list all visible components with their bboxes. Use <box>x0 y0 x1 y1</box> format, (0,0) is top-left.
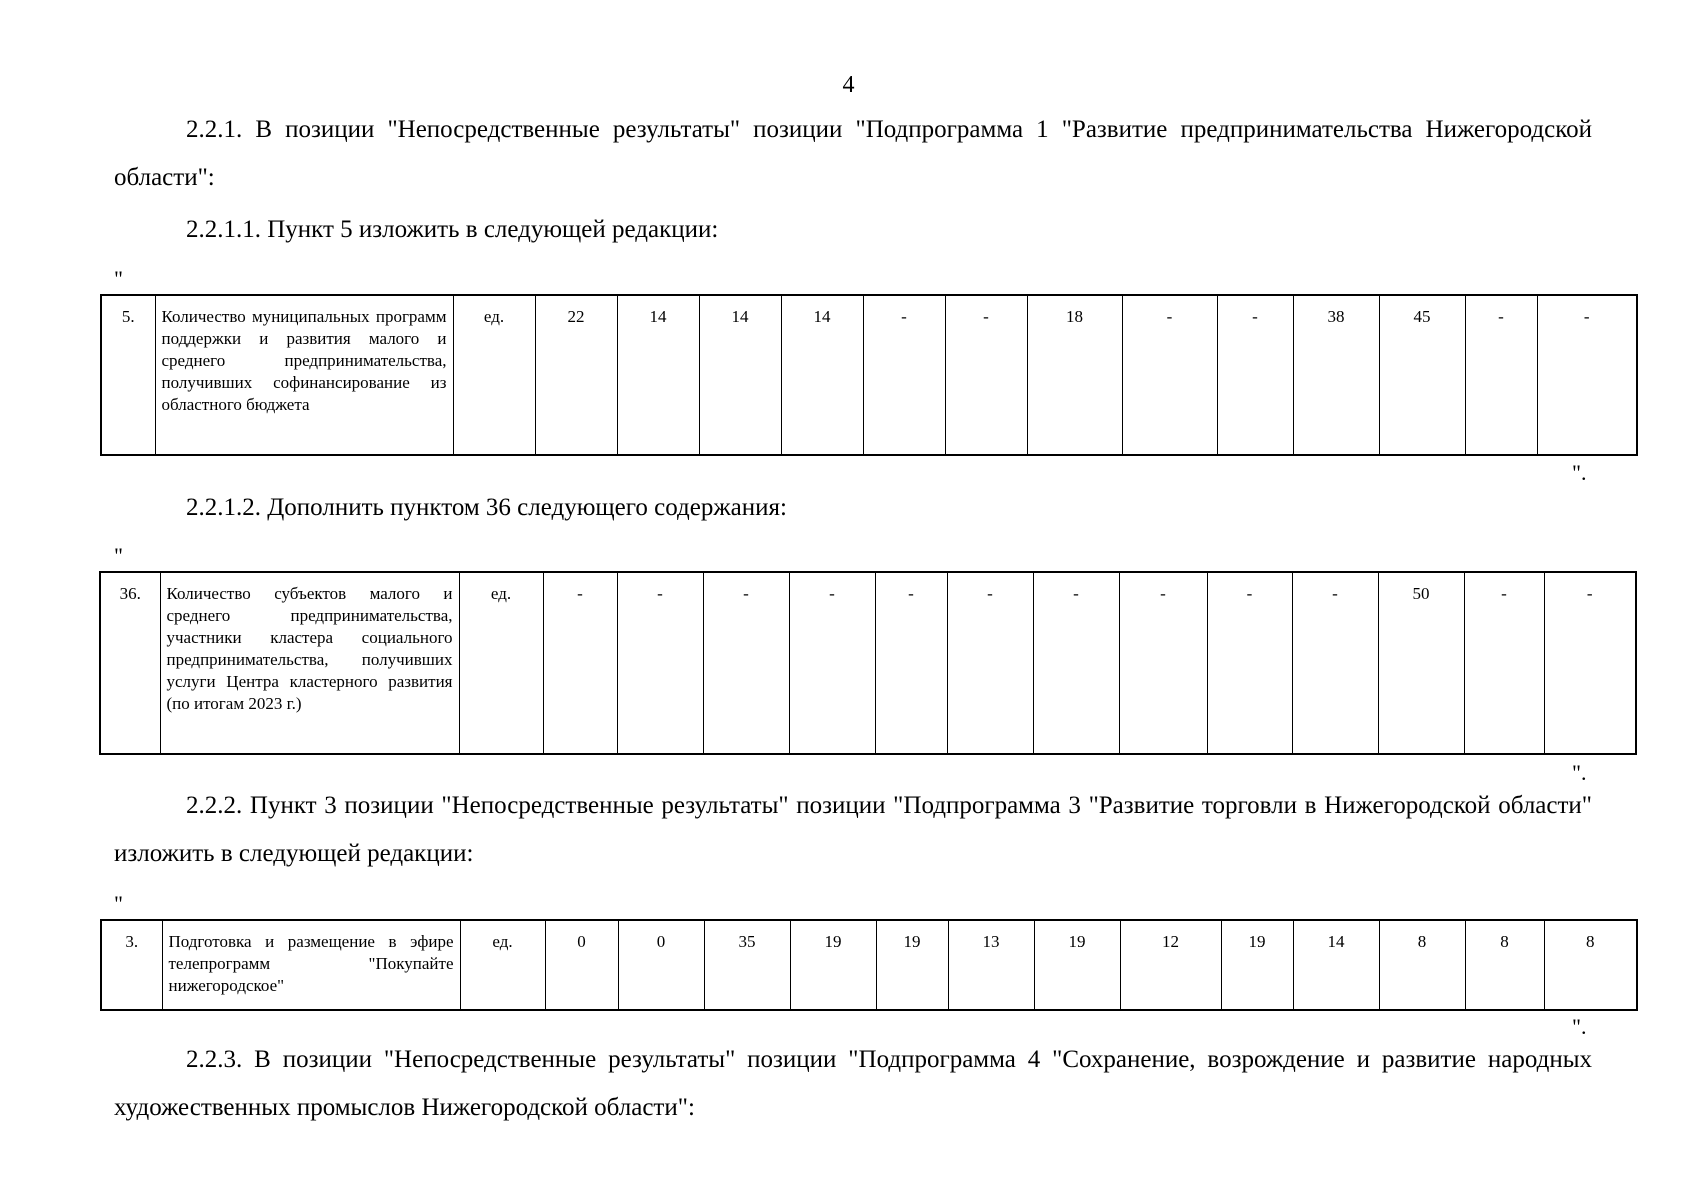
opening-quote: " <box>114 266 123 291</box>
value-cell: 50 <box>1378 572 1464 754</box>
value-cell: - <box>1119 572 1207 754</box>
value-cell: 8 <box>1465 920 1544 1010</box>
value-cell: - <box>789 572 875 754</box>
unit-cell: ед. <box>459 572 543 754</box>
value-cell: - <box>1217 295 1293 455</box>
value-cell: - <box>1122 295 1217 455</box>
value-cell: - <box>1292 572 1378 754</box>
row-number: 3. <box>101 920 162 1010</box>
value-cell: 0 <box>545 920 618 1010</box>
value-cell: 0 <box>618 920 704 1010</box>
closing-quote: ". <box>1572 1014 1587 1039</box>
indicator-name: Количество субъектов малого и среднего предпринимательства, участники кластера социального предпринимательства, получивших услуги Центра кластерного развития (по итогам 2023 г.) <box>160 572 459 754</box>
value-cell: 38 <box>1293 295 1379 455</box>
value-cell: - <box>703 572 789 754</box>
value-cell: 19 <box>1221 920 1293 1010</box>
indicator-name: Подготовка и размещение в эфире телепрограмм "Покупайте нижегородское" <box>162 920 460 1010</box>
value-cell: - <box>1465 295 1537 455</box>
value-cell: 19 <box>876 920 948 1010</box>
results-table-item-3 <box>100 919 1638 1011</box>
value-cell: 19 <box>1034 920 1120 1010</box>
value-cell: 19 <box>790 920 876 1010</box>
value-cell: - <box>1033 572 1119 754</box>
row-number: 5. <box>101 295 155 455</box>
unit-cell: ед. <box>453 295 535 455</box>
paragraph-2-2-1-2: 2.2.1.2. Дополнить пунктом 36 следующего содержания: <box>186 494 787 521</box>
value-cell: 14 <box>617 295 699 455</box>
value-cell: - <box>543 572 617 754</box>
paragraph-2-2-1-1: 2.2.1.1. Пункт 5 изложить в следующей редакции: <box>186 216 719 243</box>
value-cell: - <box>863 295 945 455</box>
value-cell: - <box>947 572 1033 754</box>
value-cell: - <box>617 572 703 754</box>
table-row <box>101 920 1637 1010</box>
value-cell: 22 <box>535 295 617 455</box>
row-number: 36. <box>100 572 160 754</box>
paragraph-2-2-2: 2.2.2. Пункт 3 позиции "Непосредственные результаты" позиции "Подпрограмма 3 "Развитие торговли в Нижегородской области" изложить в следующей редакции: <box>114 792 1592 867</box>
closing-quote: ". <box>1572 460 1587 485</box>
opening-quote: " <box>114 543 123 568</box>
results-table-item-5 <box>100 294 1638 456</box>
table-row <box>101 295 1637 455</box>
value-cell: - <box>1464 572 1544 754</box>
table-row <box>100 572 1636 754</box>
indicator-name: Количество муниципальных программ поддержки и развития малого и среднего предпринимательства, получивших софинансирование из областного бюджета <box>155 295 453 455</box>
opening-quote: " <box>114 891 123 916</box>
unit-cell: ед. <box>460 920 545 1010</box>
value-cell: 35 <box>704 920 790 1010</box>
value-cell: 13 <box>948 920 1034 1010</box>
value-cell: 8 <box>1379 920 1465 1010</box>
value-cell: - <box>945 295 1027 455</box>
value-cell: - <box>1537 295 1637 455</box>
paragraph-2-2-1: 2.2.1. В позиции "Непосредственные результаты" позиции "Подпрограмма 1 "Развитие предпринимательства Нижегородской области": <box>114 116 1592 191</box>
value-cell: - <box>1207 572 1292 754</box>
value-cell: 8 <box>1544 920 1637 1010</box>
value-cell: 14 <box>781 295 863 455</box>
page-number: 4 <box>842 72 855 98</box>
value-cell: 18 <box>1027 295 1122 455</box>
closing-quote: ". <box>1572 760 1587 785</box>
value-cell: 45 <box>1379 295 1465 455</box>
results-table-item-36 <box>99 571 1637 755</box>
value-cell: - <box>875 572 947 754</box>
value-cell: 14 <box>1293 920 1379 1010</box>
value-cell: 14 <box>699 295 781 455</box>
value-cell: - <box>1544 572 1636 754</box>
paragraph-2-2-3: 2.2.3. В позиции "Непосредственные результаты" позиции "Подпрограмма 4 "Сохранение, возрождение и развитие народных художественных промыслов Нижегородской области": <box>114 1046 1592 1121</box>
value-cell: 12 <box>1120 920 1221 1010</box>
